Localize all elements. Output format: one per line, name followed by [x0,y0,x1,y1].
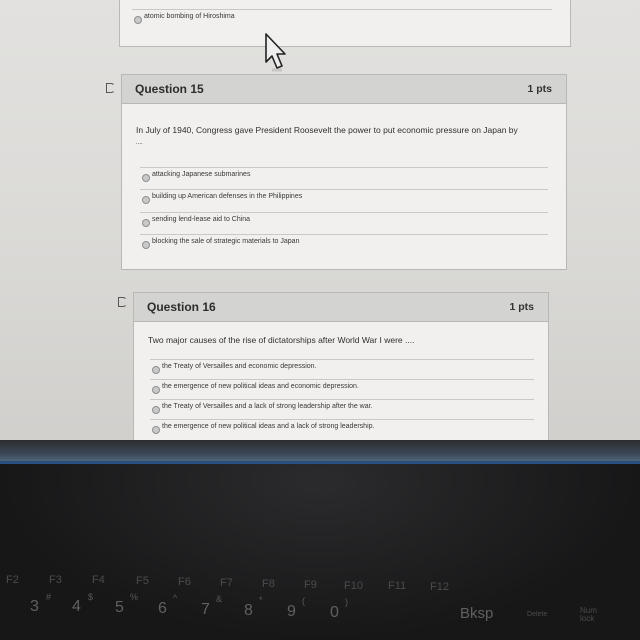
key-9[interactable]: 9 [287,603,296,620]
question-title: Question 16 [147,300,216,314]
flag-question-icon[interactable] [106,83,115,93]
question-header [122,75,566,104]
answer-label: sending lend-lease aid to China [152,216,251,223]
key-6-symbol: ^ [173,593,178,603]
flag-question-icon[interactable] [118,297,127,307]
key-f8[interactable]: F8 [262,578,275,590]
question-text [148,334,538,347]
question-16-card [133,292,549,452]
answer-label: atomic bombing of Hiroshima [144,13,235,20]
radio-button[interactable] [142,241,150,249]
answer-label: the Treaty of Versailles and economic depression. [162,363,317,370]
key-f2[interactable]: F2 [6,574,19,586]
answer-option[interactable] [150,379,534,401]
key-f6[interactable]: F6 [178,576,191,588]
question-14-card [119,0,571,47]
answer-label: the emergence of new political ideas and a lack of strong leadership. [162,423,375,430]
key-7[interactable]: 7 [201,601,210,618]
key-backspace[interactable]: Bksp [460,605,494,622]
key-5-symbol: % [130,592,139,602]
mouse-cursor-icon [262,32,290,74]
question-points: 1 pts [509,301,534,313]
key-f12[interactable]: F12 [430,581,449,593]
key-0-symbol: ) [345,597,348,607]
key-4[interactable]: 4 [72,598,81,615]
radio-button[interactable] [152,366,160,374]
key-7-symbol: & [216,594,223,604]
key-6[interactable]: 6 [158,600,167,617]
answer-label: the emergence of new political ideas and economic depression. [162,383,359,390]
key-f7[interactable]: F7 [220,577,233,589]
key-f4[interactable]: F4 [92,574,105,586]
question-points: 1 pts [527,83,552,95]
radio-button[interactable] [152,426,160,434]
question-title: Question 15 [135,82,204,96]
radio-button[interactable] [152,386,160,394]
question-text-line: Two major causes of the rise of dictatorships after World War I were .... [148,335,415,345]
key-f10[interactable]: F10 [344,580,363,592]
answer-label: building up American defenses in the Philippines [152,193,303,200]
key-f11[interactable]: F11 [388,580,407,592]
question-text-line: In July of 1940, Congress gave President Roosevelt the power to put economic pressure on Japan by [136,125,518,135]
key-f5[interactable]: F5 [136,575,149,587]
key-3-symbol: # [46,592,52,602]
question-text-line: .... [136,140,143,146]
answer-label: blocking the sale of strategic materials to Japan [152,238,300,245]
answer-option[interactable] [140,234,548,256]
key-f9[interactable]: F9 [304,579,317,591]
key-3[interactable]: 3 [30,598,39,615]
key-delete[interactable]: Delete [527,611,548,618]
answer-option[interactable] [132,9,552,31]
answer-label: attacking Japanese submarines [152,171,251,178]
radio-button[interactable] [134,16,142,24]
radio-button[interactable] [142,174,150,182]
question-text [136,124,556,150]
radio-button[interactable] [152,406,160,414]
answer-label: the Treaty of Versailles and a lack of strong leadership after the war. [162,403,373,410]
answer-option[interactable] [140,212,548,234]
key-8-symbol: * [259,595,263,605]
answer-option[interactable] [150,399,534,421]
answer-option[interactable] [140,189,548,211]
key-0[interactable]: 0 [330,604,339,621]
key-8[interactable]: 8 [244,602,253,619]
answer-option[interactable] [150,419,534,441]
answer-option[interactable] [150,359,534,381]
key-4-symbol: $ [88,592,94,602]
key-f3[interactable]: F3 [49,574,62,586]
keyboard [0,464,640,640]
key-num-lock[interactable]: Num lock [580,606,597,623]
question-15-card [121,74,567,270]
radio-button[interactable] [142,219,150,227]
key-9-symbol: ( [302,596,305,606]
key-5[interactable]: 5 [115,599,124,616]
radio-button[interactable] [142,196,150,204]
answer-option[interactable] [140,167,548,189]
monitor-bezel [0,440,640,464]
question-header [134,293,548,322]
